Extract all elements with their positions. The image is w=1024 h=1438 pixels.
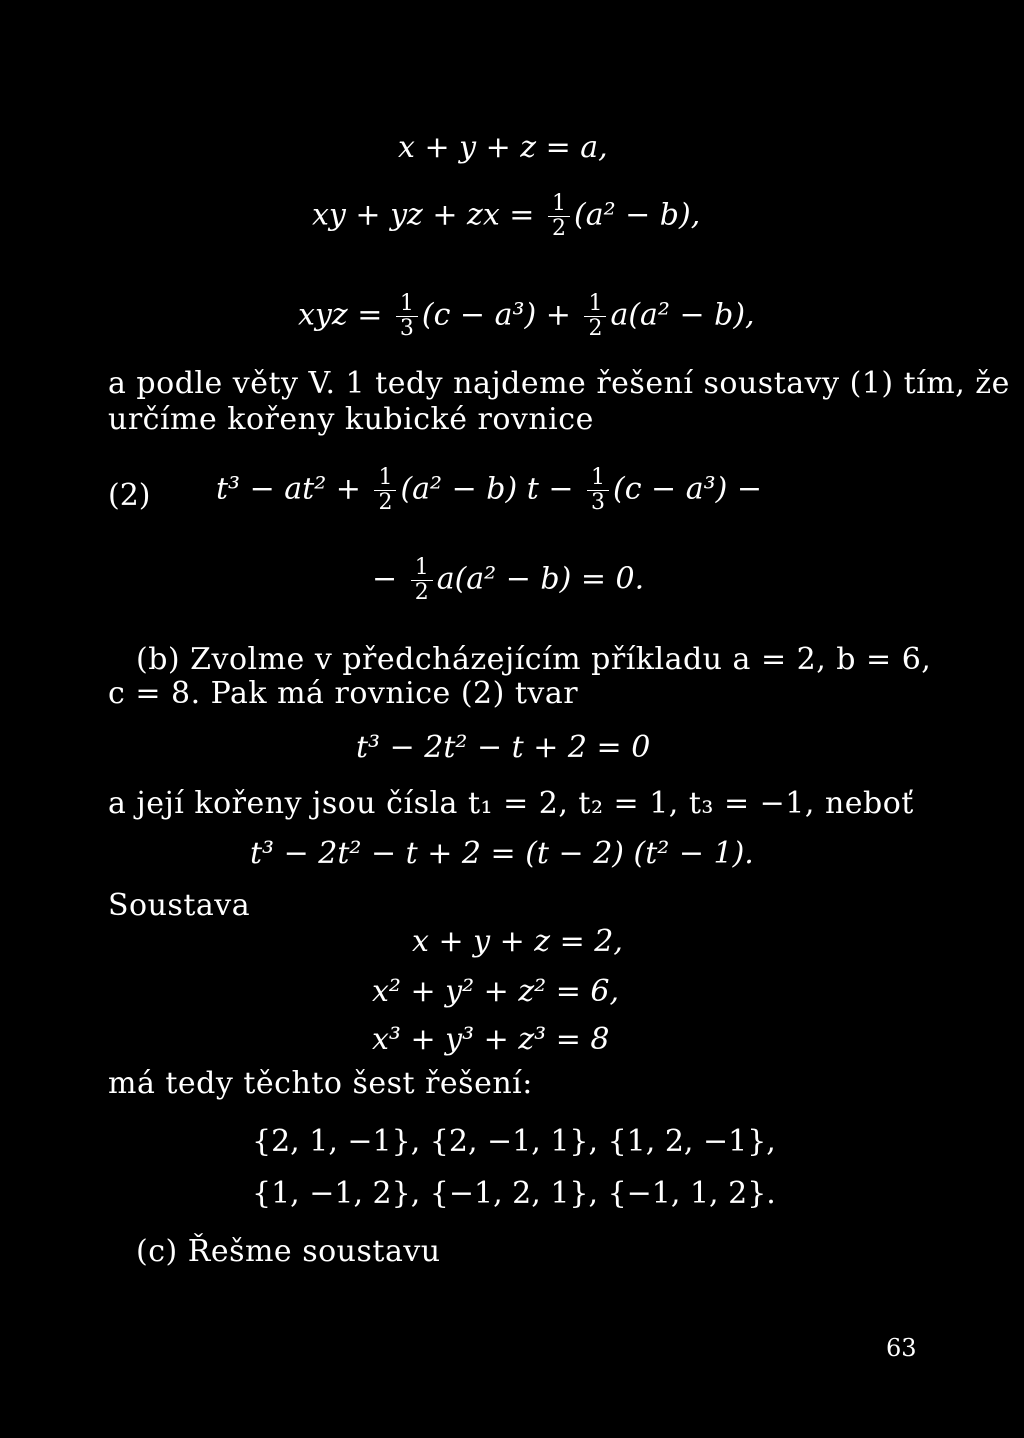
equation-part: − (372, 561, 407, 597)
fraction (396, 292, 418, 341)
denominator: 3 (587, 490, 609, 515)
fraction (411, 556, 433, 605)
equation-part: (c − a³) − (613, 471, 763, 507)
numerator: 1 (414, 555, 429, 580)
equation-line (216, 466, 762, 515)
numerator: 1 (588, 291, 603, 316)
equation-part: xy + yz + zx = (312, 197, 544, 233)
fraction (548, 192, 570, 241)
fraction (584, 292, 606, 341)
equation-part: (c − a³) + (421, 297, 581, 333)
solution-list: {2, 1, −1}, {2, −1, 1}, {1, 2, −1}, (252, 1124, 776, 1159)
text-line: a její kořeny jsou čísla t₁ = 2, t₂ = 1, t₃ = −1, neboť (108, 786, 914, 821)
equation-line (298, 292, 755, 341)
text-line: určíme kořeny kubické rovnice (108, 402, 594, 437)
equation-line: x + y + z = 2, (412, 924, 623, 959)
equation-line (372, 556, 644, 605)
text-line: (c) Řešme soustavu (136, 1234, 441, 1269)
text-line: a podle věty V. 1 tedy najdeme řešení soustavy (1) tím, že (108, 366, 1010, 401)
numerator: 1 (551, 191, 566, 216)
equation-part: xyz = (298, 297, 392, 333)
equation-number: (2) (108, 478, 151, 513)
equation-line: t³ − 2t² − t + 2 = 0 (356, 730, 651, 765)
equation-part: (a² − b), (573, 197, 701, 233)
page-number: 63 (886, 1334, 917, 1362)
denominator: 2 (584, 316, 606, 341)
equation-line: x³ + y³ + z³ = 8 (372, 1022, 610, 1057)
text-line: (b) Zvolme v předcházejícím příkladu a = 2, b = 6, (136, 642, 932, 677)
numerator: 1 (378, 465, 393, 490)
equation-line: t³ − 2t² − t + 2 = (t − 2) (t² − 1). (250, 836, 754, 871)
numerator: 1 (591, 465, 606, 490)
text-line: má tedy těchto šest řešení: (108, 1066, 533, 1101)
equation-line (312, 192, 700, 241)
equation-part: a(a² − b), (610, 297, 755, 333)
fraction (587, 466, 609, 515)
denominator: 2 (411, 580, 433, 605)
denominator: 2 (374, 490, 396, 515)
text-line: c = 8. Pak má rovnice (2) tvar (108, 676, 579, 711)
equation-part: a(a² − b) = 0. (436, 561, 645, 597)
solution-list: {1, −1, 2}, {−1, 2, 1}, {−1, 1, 2}. (252, 1176, 776, 1211)
equation-line: x² + y² + z² = 6, (372, 974, 620, 1009)
equation-line: x + y + z = a, (398, 130, 608, 165)
denominator: 3 (396, 316, 418, 341)
equation-part: (a² − b) t − (400, 471, 584, 507)
fraction (374, 466, 396, 515)
text-line: Soustava (108, 888, 251, 923)
equation-part: t³ − at² + (216, 471, 371, 507)
numerator: 1 (399, 291, 414, 316)
denominator: 2 (548, 216, 570, 241)
